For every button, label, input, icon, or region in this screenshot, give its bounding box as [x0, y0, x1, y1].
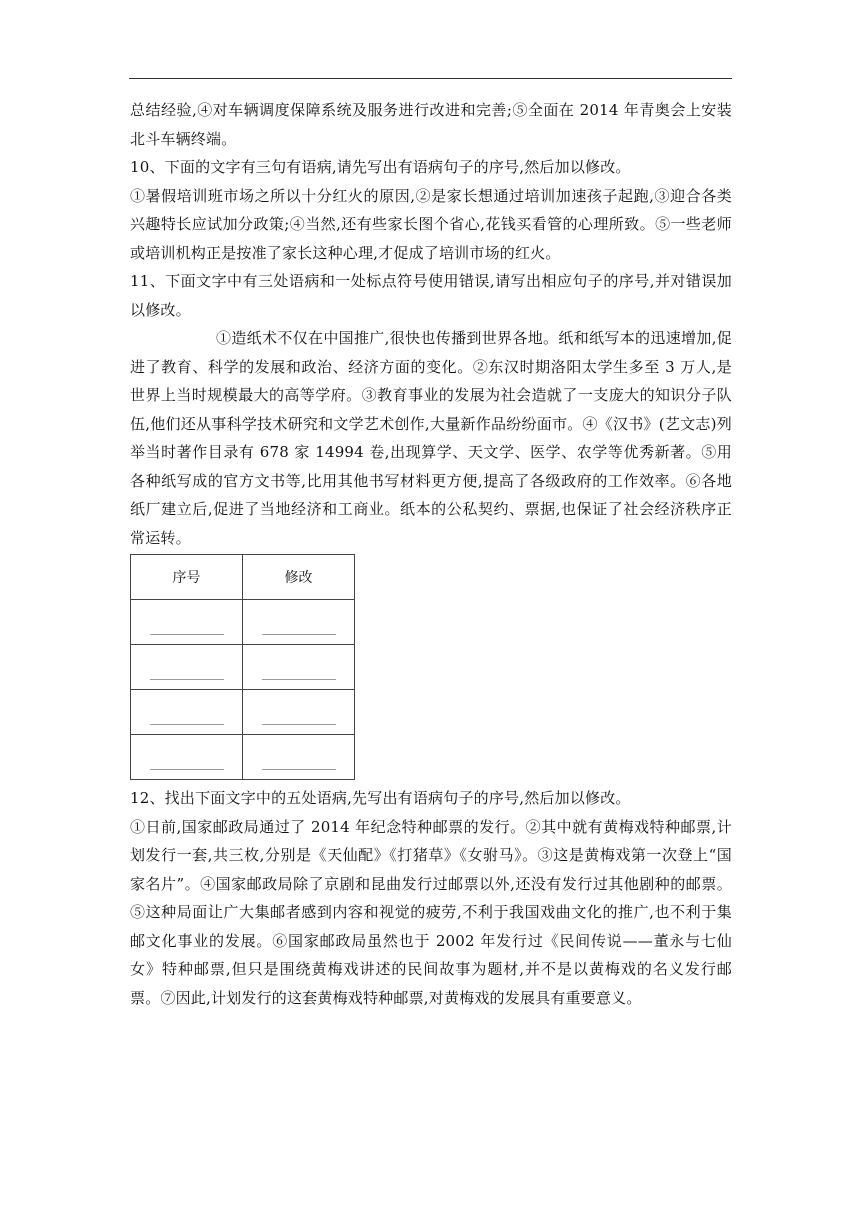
- number-blank[interactable]: [150, 620, 224, 635]
- answer-row: [131, 645, 355, 690]
- answer-row: [131, 735, 355, 780]
- question-12-passage: ①日前,国家邮政局通过了 2014 年纪念特种邮票的发行。②其中就有黄梅戏特种邮票,计划发行一套,共三枚,分别是《天仙配》《打猪草》《女驸马》。③这是黄梅戏第一次登上“国家名片”。④国家邮政局除了京剧和昆曲发行过邮票以外,还没有发行过其他剧种的邮票。⑤这种局面让广大集邮者感到内容和视觉的疲劳,不利于我国戏曲文化的推广,也不利于集邮文化事业的发展。⑥国家邮政局虽然也于 2002 年发行过《民间传说——董永与七仙女》特种邮票,但只是围绕黄梅戏讲述的民间故事为题材,并不是以黄梅戏的名义发行邮票。⑦因此,计划发行的这套黄梅戏特种邮票,对黄梅戏的发展具有重要意义。: [130, 817, 732, 1007]
- number-blank[interactable]: [150, 665, 224, 680]
- question-11-passage: ①造纸术不仅在中国推广,很快也传播到世界各地。纸和纸写本的迅速增加,促进了教育、科学的发展和政治、经济方面的变化。②东汉时期洛阳太学生多至 3 万人,是世界上当时规模最大的高等学府。③教育事业的发展为社会造就了一支庞大的知识分子队伍,他们还从事科学技术研究和文学艺术创作,大量新作品纷纷面市。④《汉书》(艺文志)列举当时著作目录有 678 家 14994 卷,出现算学、天文学、医学、农学等优秀新著。⑤用各种纸写成的官方文书等,比用其他书写材料更方便,提高了各级政府的工作效率。⑥各地纸厂建立后,促进了当地经济和工商业。纸本的公私契约、票据,也保证了社会经济秩序正常运转。: [130, 329, 732, 547]
- correction-blank[interactable]: [262, 755, 336, 770]
- correction-blank[interactable]: [262, 620, 336, 635]
- document-page: [130, 96, 732, 1012]
- question-10: 10、下面的文字有三句有语病,请先写出有语病句子的序号,然后加以修改。: [130, 158, 631, 176]
- correction-blank[interactable]: [262, 710, 336, 725]
- header-correction: 修改: [243, 555, 355, 600]
- number-blank[interactable]: [150, 710, 224, 725]
- number-blank[interactable]: [150, 755, 224, 770]
- question-12: 12、找出下面文字中的五处语病,先写出有语病句子的序号,然后加以修改。: [130, 789, 631, 807]
- intro-paragraph: 总结经验,④对车辆调度保障系统及服务进行改进和完善;⑤全面在 2014 年青奥会上安装北斗车辆终端。: [130, 101, 732, 148]
- answer-table: [130, 554, 355, 780]
- question-11: 11、下面文字中有三处语病和一处标点符号使用错误,请写出相应句子的序号,并对错误加以修改。: [130, 272, 732, 319]
- header-number: 序号: [131, 555, 243, 600]
- answer-row: [131, 690, 355, 735]
- answer-row: [131, 600, 355, 645]
- header-rule: [129, 78, 732, 79]
- question-10-passage: ①暑假培训班市场之所以十分红火的原因,②是家长想通过培训加速孩子起跑,③迎合各类兴趣特长应试加分政策;④当然,还有些家长图个省心,花钱买看管的心理所致。⑤一些老师或培训机构正是按准了家长这种心理,才促成了培训市场的红火。: [130, 186, 732, 262]
- correction-blank[interactable]: [262, 665, 336, 680]
- answer-table-header-row: [131, 555, 355, 600]
